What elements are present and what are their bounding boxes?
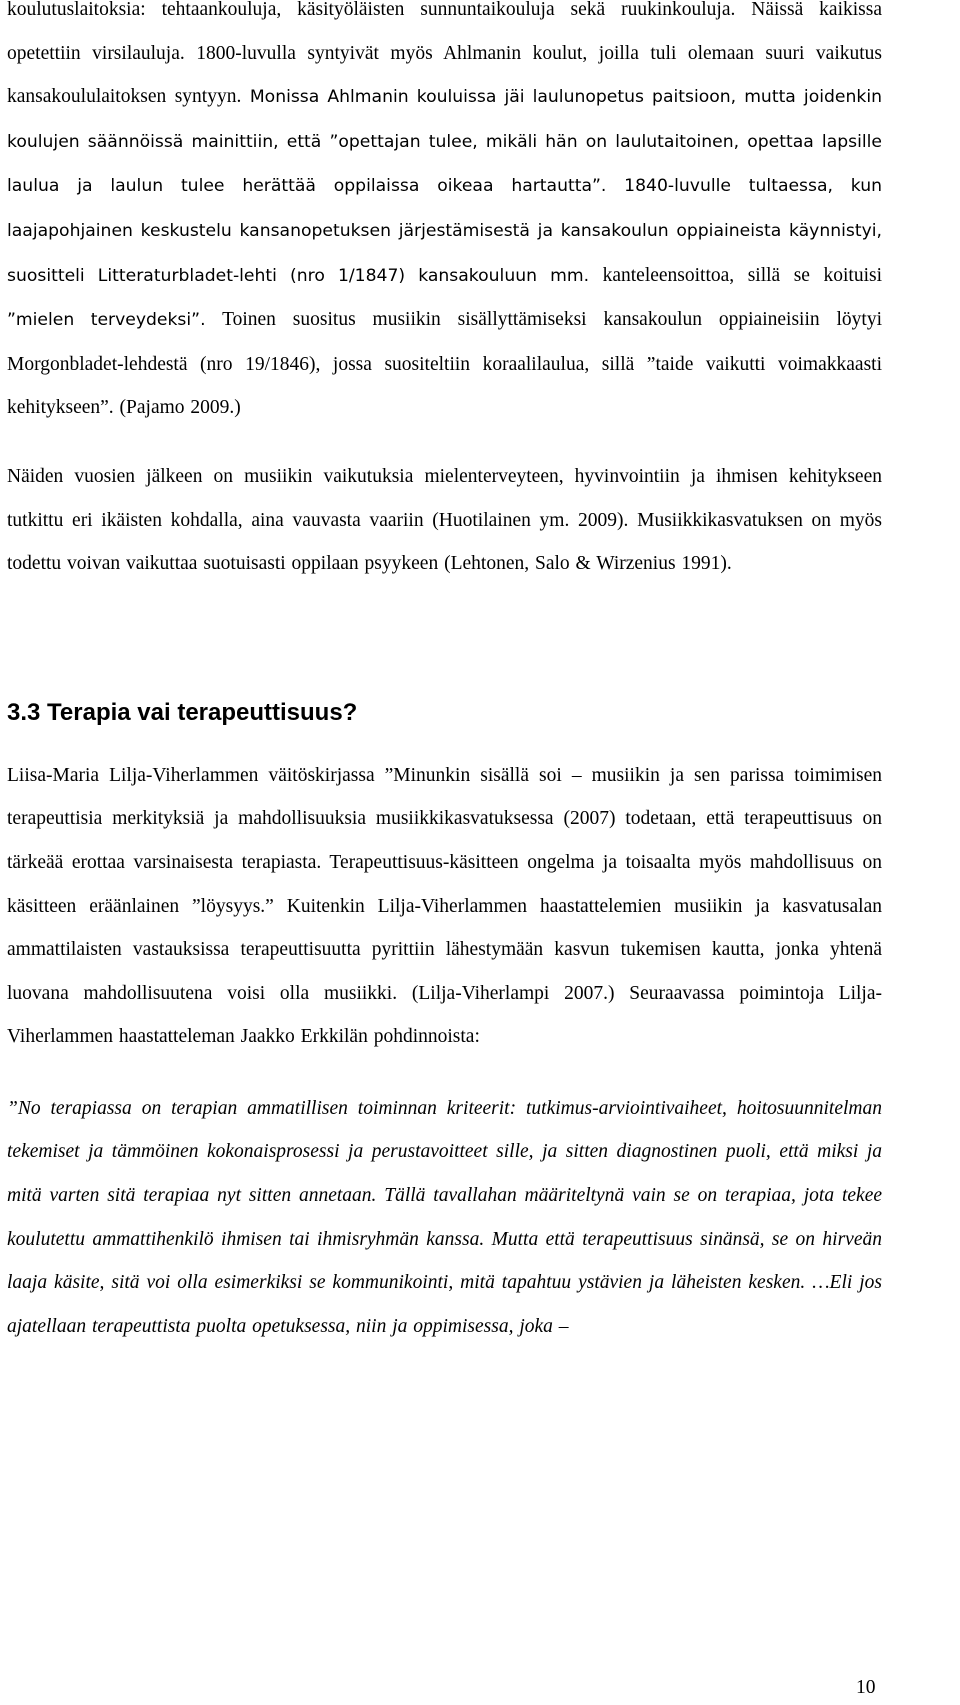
block-quote: ”No terapiassa on terapian ammatillisen toiminnan kriteerit: tutkimus-arviointivaiheet, hoitosuunnitelman tekemiset ja tämmöinen kokonaisprosessi ja perustavoitteet sille, ja sitten diagnostinen puoli, että miksi ja mitä varten sitä terapiaa nyt sitten annetaan. Tällä tavallahan määriteltynä vain se on terapiaa, jota tekee koulutettu ammattihenkilö ihmisen tai ihmisryhmän kanssa. Mutta että terapeuttisuus sinänsä, se on hirveän laaja käsite, sitä voi olla esimerkiksi se kommunikointi, mitä tapahtuu ystävien ja läheisten kesken. …Eli jos ajatellaan terapeuttista puolta opetuksessa, niin ja oppimisessa, joka – [7,1097,882,1337]
paragraph-1-sans-a: Monissa Ahlmanin kouluissa jäi laulunopetus paitsioon, mutta joidenkin koulujen säännöissä mainittiin, että ”opettajan tulee, mikäli hän on laulutaitoinen, opettaa lapsille laulua ja laulun tulee herättää oppilaissa oikeaa hartautta”. 1840-luvulle tultaessa, kun laajapohjainen keskustelu kansanopetuksen järjestämisestä ja kansakoulun oppiaineista käynnistyi, suositteli Litteraturbladet-lehti (nro 1/1847) kansakouluun mm. [7,87,882,286]
paragraph-1-serif-b: kanteleensoittoa, sillä se koituisi [602,264,882,286]
body-paragraph-3: Liisa-Maria Lilja-Viherlammen väitöskirjassa ”Minunkin sisällä soi – musiikin ja sen parissa toimimisen terapeuttisia merkityksiä ja mahdollisuuksia musiikkikasvatuksessa (2007) todetaan, että terapeuttisuus on tärkeää erottaa varsinaisesta terapiasta. Terapeuttisuus-käsitteen ongelma ja toisaalta myös mahdollisuus on käsitteen eräänlainen ”löysyys.” Kuitenkin Lilja-Viherlammen haastattelemien musiikin ja kasvatusalan ammattilaisten vastauksissa terapeuttisuutta pyrittiin lähestymään kasvun tukemisen kautta, jonka yhtenä luovana mahdollisuutena voisi olla musiikki. (Lilja-Viherlampi 2007.) Seuraavassa poimintoja Lilja-Viherlammen haastatteleman Jaakko Erkkilän pohdinnoista: [7,764,882,1048]
paragraph-1-serif-c: Toinen suositus musiikin sisällyttämiseksi kansakoulun oppiaineisiin löytyi Morgonbladet-lehdestä (nro 19/1846), jossa suositeltiin koraalilaulua, sillä ”taide vaikutti voimakkaasti kehitykseen”. (Pajamo 2009.) [7,309,882,419]
page-number: 10 [856,1677,876,1698]
quote-spacer [7,1059,882,1087]
paragraph-1-sans-b: ”mielen terveydeksi”. [7,310,206,331]
paragraph-1-serif-a: koulutuslaitoksia: tehtaankouluja, käsityöläisten sunnuntaikouluja sekä ruukinkouluja. Näissä kaikissa opetettiin virsilauluja. 1800-luvulla syntyivät myös Ahlmanin koulut, joilla tuli olemaan suuri vaikutus kansakoululaitoksen syntyyn. [7,0,882,108]
body-paragraph-2: Näiden vuosien jälkeen on musiikin vaikutuksia mielenterveyteen, hyvinvointiin ja ihmisen kehitykseen tutkittu eri ikäisten kohdalla, aina vauvasta vaariin (Huotilainen ym. 2009). Musiikkikasvatuksen on myös todettu voivan vaikuttaa suotuisasti oppilaan psyykeen (Lehtonen, Salo & Wirzenius 1991). [7,465,882,575]
section-heading: 3.3 Terapia vai terapeuttisuus? [7,698,358,726]
section-spacer [7,586,882,698]
heading-spacer [7,730,882,754]
paragraph-spacer [7,430,882,455]
body-paragraph-1 [7,0,882,430]
document-page [7,0,882,1348]
